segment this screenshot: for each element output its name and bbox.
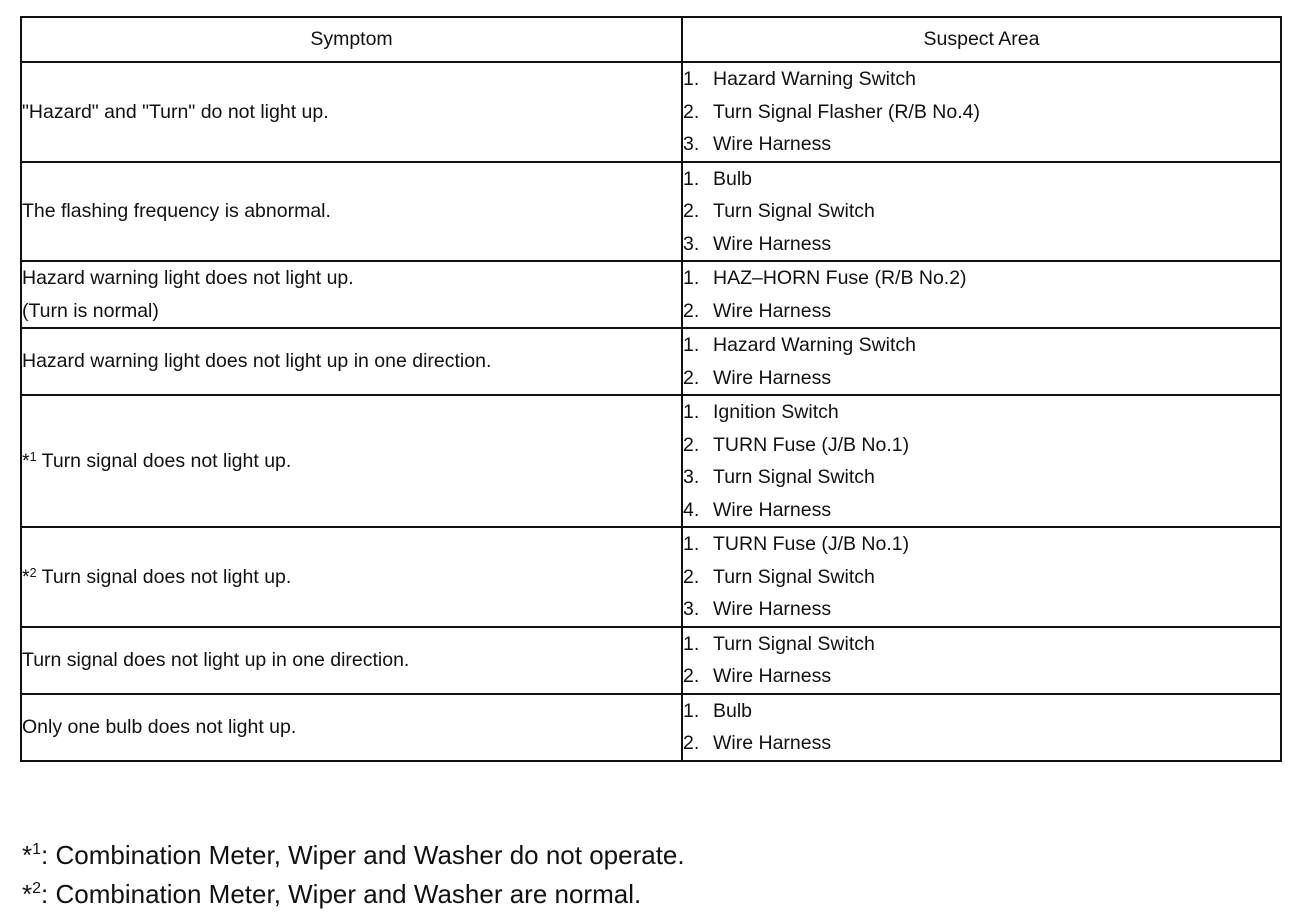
- item-number: 4.: [683, 498, 700, 521]
- item-text: Wire Harness: [713, 598, 832, 620]
- item-text: TURN Fuse (J/B No.1): [713, 533, 910, 555]
- item-number: 2.: [683, 100, 700, 123]
- suspect-area-list: [683, 528, 1280, 626]
- suspect-area-item: [683, 128, 1280, 161]
- symptom-line: Turn signal does not light up.: [41, 565, 292, 588]
- suspect-area-list: [683, 695, 1280, 760]
- item-number: 2.: [683, 433, 700, 456]
- suspect-area-item: [683, 362, 1280, 395]
- table-body: [21, 62, 1281, 761]
- suspect-area-item: [683, 262, 1280, 295]
- item-number: 1.: [683, 533, 700, 555]
- item-number: 2.: [683, 200, 700, 222]
- footnote-marker: *$^2$: [22, 879, 42, 909]
- suspect-area-item: [683, 96, 1280, 129]
- item-text: Bulb: [713, 167, 753, 190]
- footnote: [22, 836, 1282, 875]
- symptom-text: [22, 96, 681, 129]
- suspect-area-list: [683, 63, 1280, 161]
- item-text: Hazard Warning Switch: [713, 334, 917, 356]
- footnote-marker: *$^2$: [22, 565, 37, 588]
- symptom-line: The flashing frequency is abnormal.: [22, 200, 331, 222]
- suspect-area-item: [683, 329, 1280, 362]
- item-text: Turn Signal Switch: [713, 466, 875, 488]
- item-text: TURN Fuse (J/B No.1): [713, 433, 910, 456]
- symptom-cell: [21, 162, 682, 262]
- symptom-text: [22, 195, 681, 228]
- suspect-area-item: [683, 396, 1280, 429]
- suspect-area-column-header: Suspect Area: [682, 17, 1281, 62]
- suspect-area-item: [683, 628, 1280, 661]
- item-number: 1.: [683, 699, 700, 722]
- footnotes: [22, 836, 1282, 914]
- suspect-area-item: [683, 528, 1280, 561]
- symptom-cell: [21, 328, 682, 395]
- symptom-cell: [21, 527, 682, 627]
- symptom-text: [22, 644, 681, 677]
- suspect-area-item: [683, 195, 1280, 228]
- symptom-line: Only one bulb does not light up.: [22, 715, 297, 738]
- suspect-area-cell: [682, 395, 1281, 527]
- troubleshooting-table: [20, 16, 1282, 762]
- item-number: 1.: [683, 267, 700, 289]
- symptom-text: [22, 561, 681, 594]
- table-row: [21, 328, 1281, 395]
- table-row: [21, 261, 1281, 328]
- symptom-cell: [21, 694, 682, 761]
- suspect-area-list: [683, 163, 1280, 261]
- item-text: Turn Signal Switch: [713, 632, 875, 655]
- item-text: Wire Harness: [713, 366, 832, 389]
- item-number: 2.: [683, 366, 700, 389]
- symptom-text: [22, 445, 681, 478]
- troubleshooting-table-container: [20, 16, 1280, 762]
- table-row: [21, 62, 1281, 162]
- suspect-area-item: [683, 429, 1280, 462]
- symptom-line: "Hazard" and "Turn" do not light up.: [22, 100, 329, 123]
- item-text: Bulb: [713, 699, 753, 722]
- suspect-area-item: [683, 695, 1280, 728]
- item-number: 2.: [683, 565, 700, 588]
- item-text: Hazard Warning Switch: [713, 68, 917, 90]
- footnote-text: : Combination Meter, Wiper and Washer do not operate.: [41, 840, 685, 870]
- suspect-area-list: [683, 628, 1280, 693]
- symptom-line: Turn signal does not light up in one direction.: [22, 648, 410, 671]
- item-number: 1.: [683, 632, 700, 655]
- suspect-area-item: [683, 727, 1280, 760]
- table-row: [21, 694, 1281, 761]
- suspect-area-list: [683, 396, 1280, 526]
- symptom-cell: [21, 395, 682, 527]
- item-text: Turn Signal Flasher (R/B No.4): [713, 100, 980, 123]
- suspect-area-cell: [682, 627, 1281, 694]
- symptom-line: (Turn is normal): [22, 299, 159, 322]
- suspect-area-item: [683, 660, 1280, 693]
- symptom-cell: [21, 627, 682, 694]
- suspect-area-list: [683, 329, 1280, 394]
- footnote: [22, 875, 1282, 914]
- symptom-text: [22, 345, 681, 378]
- footnote-marker: *$^1$: [22, 840, 42, 870]
- suspect-area-item: [683, 163, 1280, 196]
- suspect-area-item: [683, 494, 1280, 527]
- symptom-line: Hazard warning light does not light up.: [22, 267, 354, 289]
- item-text: Wire Harness: [713, 665, 832, 687]
- suspect-area-cell: [682, 527, 1281, 627]
- item-text: Wire Harness: [713, 299, 832, 322]
- suspect-area-item: [683, 63, 1280, 96]
- suspect-area-item: [683, 461, 1280, 494]
- item-text: HAZ–HORN Fuse (R/B No.2): [713, 267, 967, 289]
- item-number: 3.: [683, 598, 700, 620]
- item-text: Wire Harness: [713, 232, 832, 255]
- item-text: Wire Harness: [713, 732, 832, 754]
- footnote-marker: *$^1$: [22, 449, 37, 472]
- suspect-area-item: [683, 593, 1280, 626]
- table-header-row: [21, 17, 1281, 62]
- item-number: 3.: [683, 232, 700, 255]
- suspect-area-item: [683, 295, 1280, 328]
- item-text: Turn Signal Switch: [713, 565, 875, 588]
- item-number: 2.: [683, 732, 700, 754]
- table-row: [21, 395, 1281, 527]
- item-number: 2.: [683, 665, 700, 687]
- item-number: 3.: [683, 133, 700, 155]
- item-text: Turn Signal Switch: [713, 200, 875, 222]
- symptom-column-header: Symptom: [21, 17, 682, 62]
- symptom-text: [22, 295, 681, 328]
- symptom-text: [22, 711, 681, 744]
- item-number: 2.: [683, 299, 700, 322]
- item-number: 1.: [683, 334, 700, 356]
- suspect-area-cell: [682, 694, 1281, 761]
- suspect-area-cell: [682, 162, 1281, 262]
- item-number: 1.: [683, 68, 700, 90]
- suspect-area-cell: [682, 62, 1281, 162]
- symptom-cell: [21, 261, 682, 328]
- symptom-line: Hazard warning light does not light up in one direction.: [22, 350, 492, 373]
- symptom-cell: [21, 62, 682, 162]
- symptom-line: Turn signal does not light up.: [41, 449, 292, 472]
- suspect-area-list: [683, 262, 1280, 327]
- item-number: 3.: [683, 466, 700, 488]
- table-row: [21, 162, 1281, 262]
- item-number: 1.: [683, 401, 700, 423]
- item-text: Ignition Switch: [713, 401, 839, 423]
- item-number: 1.: [683, 167, 700, 190]
- suspect-area-item: [683, 561, 1280, 594]
- table-row: [21, 527, 1281, 627]
- item-text: Wire Harness: [713, 133, 832, 155]
- suspect-area-cell: [682, 261, 1281, 328]
- footnote-text: : Combination Meter, Wiper and Washer are normal.: [41, 879, 642, 909]
- suspect-area-cell: [682, 328, 1281, 395]
- symptom-text: [22, 262, 681, 295]
- item-text: Wire Harness: [713, 498, 832, 521]
- table-row: [21, 627, 1281, 694]
- suspect-area-item: [683, 228, 1280, 261]
